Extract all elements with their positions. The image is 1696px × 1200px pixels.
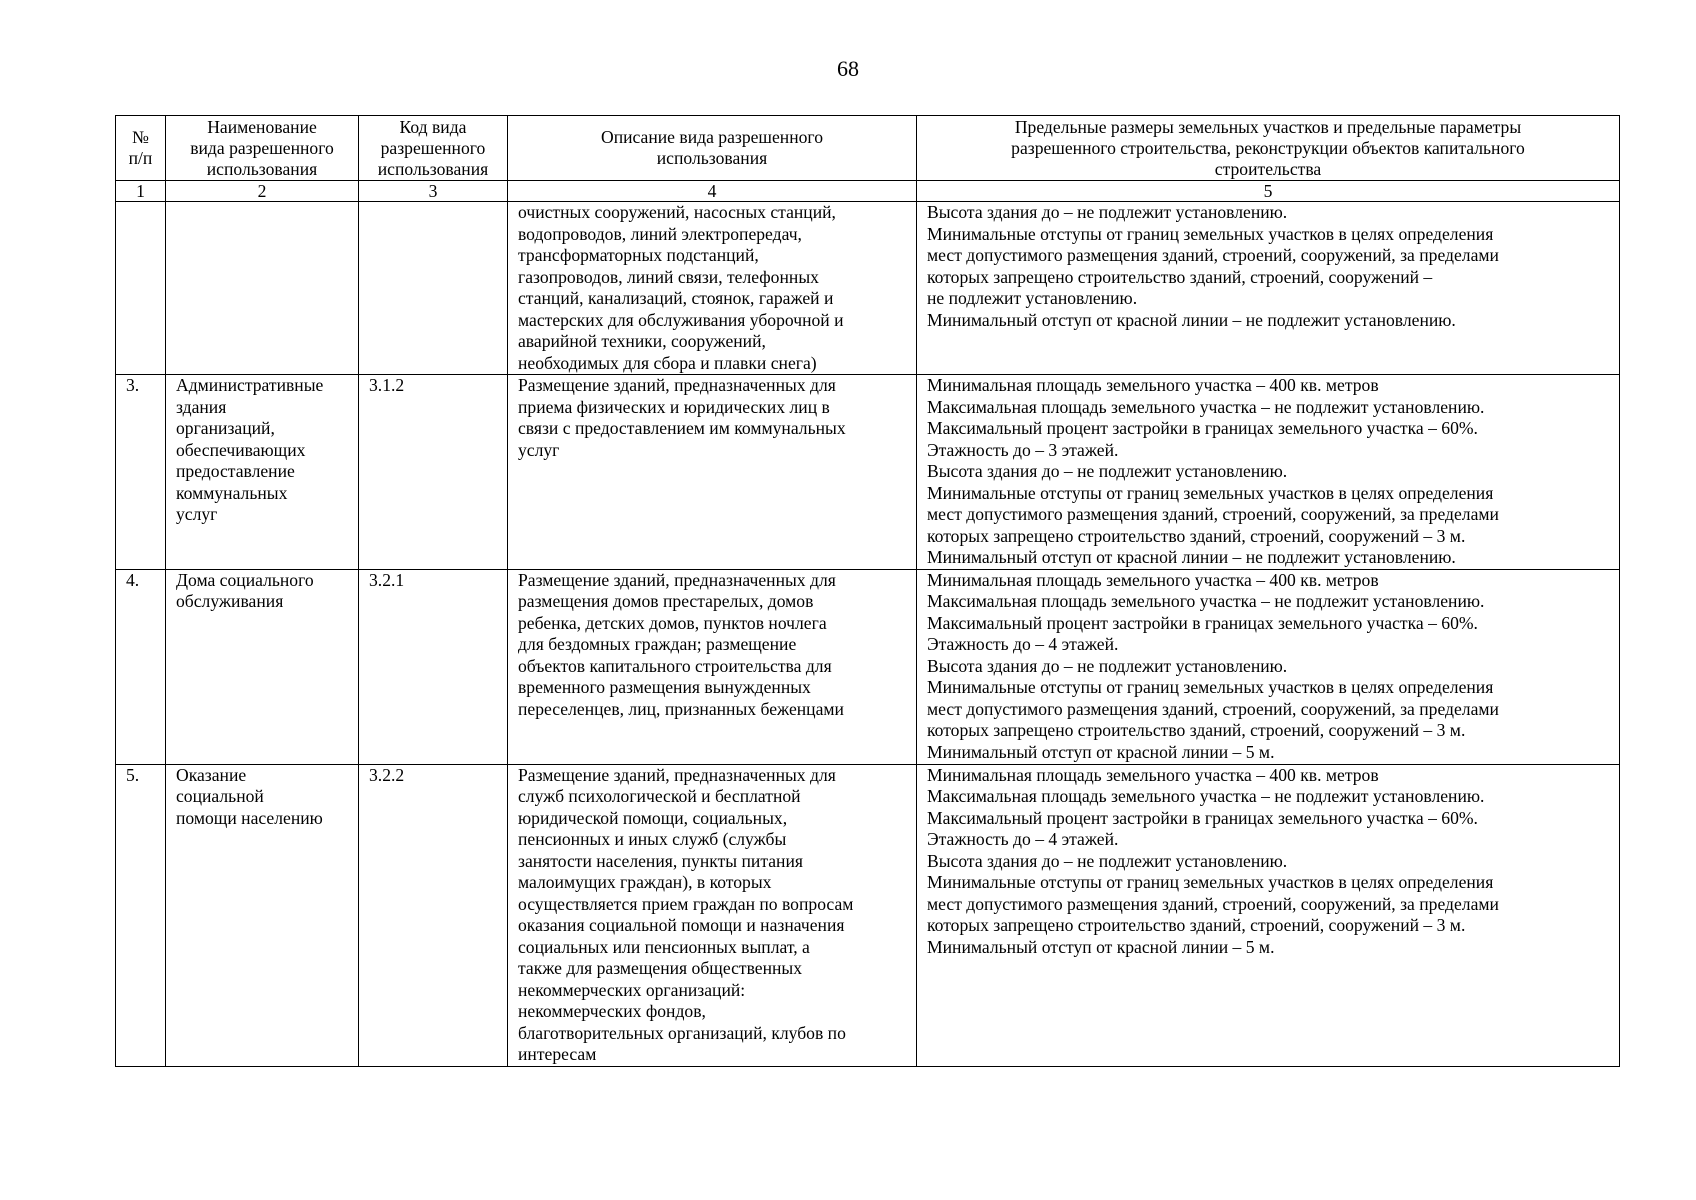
row-number-cell: 4. xyxy=(116,569,166,764)
limits-cell: Минимальная площадь земельного участка – 400 кв. метров Максимальная площадь земельного участка – не подлежит установлению. Максимальный процент застройки в границах земельного участка – 60%. Этажность до – 4 этажей. Высота здания до – не подлежит установлению. Минимальные отступы от границ земельных участков в целях определения мест допустимого размещения зданий, строений, сооружений, за пределами которых запрещено строительство зданий, строений, сооружений – 3 м. Минимальный отступ от красной линии – 5 м. xyxy=(917,569,1620,764)
column-number-row xyxy=(116,181,1620,202)
header-use-name: Наименование вида разрешенного использования xyxy=(166,116,359,181)
table-row xyxy=(116,375,1620,570)
column-number: 4 xyxy=(508,181,917,202)
column-number: 2 xyxy=(166,181,359,202)
column-number: 1 xyxy=(116,181,166,202)
use-code-cell: 3.2.1 xyxy=(359,569,508,764)
table-row xyxy=(116,764,1620,1066)
limits-cell: Минимальная площадь земельного участка – 400 кв. метров Максимальная площадь земельного участка – не подлежит установлению. Максимальный процент застройки в границах земельного участка – 60%. Этажность до – 3 этажей. Высота здания до – не подлежит установлению. Минимальные отступы от границ земельных участков в целях определения мест допустимого размещения зданий, строений, сооружений, за пределами которых запрещено строительство зданий, строений, сооружений – 3 м. Минимальный отступ от красной линии – не подлежит установлению. xyxy=(917,375,1620,570)
use-description-cell: очистных сооружений, насосных станций, водопроводов, линий электропередач, трансформаторных подстанций, газопроводов, линий связи, телефонных станций, канализаций, стоянок, гаражей и мастерских для обслуживания уборочной и аварийной техники, сооружений, необходимых для сбора и плавки снега) xyxy=(508,202,917,375)
page-number: 68 xyxy=(837,56,859,81)
limits-cell: Высота здания до – не подлежит установлению. Минимальные отступы от границ земельных участков в целях определения мест допустимого размещения зданий, строений, сооружений, за пределами которых запрещено строительство зданий, строений, сооружений – не подлежит установлению. Минимальный отступ от красной линии – не подлежит установлению. xyxy=(917,202,1620,375)
header-use-code: Код вида разрешенного использования xyxy=(359,116,508,181)
limits-cell: Минимальная площадь земельного участка – 400 кв. метров Максимальная площадь земельного участка – не подлежит установлению. Максимальный процент застройки в границах земельного участка – 60%. Этажность до – 4 этажей. Высота здания до – не подлежит установлению. Минимальные отступы от границ земельных участков в целях определения мест допустимого размещения зданий, строений, сооружений, за пределами которых запрещено строительство зданий, строений, сооружений – 3 м. Минимальный отступ от красной линии – 5 м. xyxy=(917,764,1620,1066)
header-row-number: № п/п xyxy=(116,116,166,181)
header-use-description: Описание вида разрешенного использования xyxy=(508,116,917,181)
use-description-cell: Размещение зданий, предназначенных для приема физических и юридических лиц в связи с предоставлением им коммунальных услуг xyxy=(508,375,917,570)
row-number-cell: 5. xyxy=(116,764,166,1066)
use-code-cell: 3.1.2 xyxy=(359,375,508,570)
use-description-cell: Размещение зданий, предназначенных для размещения домов престарелых, домов ребенка, детских домов, пунктов ночлега для бездомных граждан; размещение объектов капитального строительства для временного размещения вынужденных переселенцев, лиц, признанных беженцами xyxy=(508,569,917,764)
row-number-cell xyxy=(116,202,166,375)
row-number-cell: 3. xyxy=(116,375,166,570)
table-row xyxy=(116,202,1620,375)
use-name-cell: Дома социального обслуживания xyxy=(166,569,359,764)
use-name-cell xyxy=(166,202,359,375)
column-number: 3 xyxy=(359,181,508,202)
land-use-table xyxy=(115,115,1620,1067)
table-row xyxy=(116,569,1620,764)
use-code-cell xyxy=(359,202,508,375)
use-code-cell: 3.2.2 xyxy=(359,764,508,1066)
use-name-cell: Административные здания организаций, обеспечивающих предоставление коммунальных услуг xyxy=(166,375,359,570)
use-name-cell: Оказание социальной помощи населению xyxy=(166,764,359,1066)
table-header-row xyxy=(116,116,1620,181)
header-limits: Предельные размеры земельных участков и предельные параметры разрешенного строительства, реконструкции объектов капитального строительства xyxy=(917,116,1620,181)
use-description-cell: Размещение зданий, предназначенных для служб психологической и бесплатной юридической помощи, социальных, пенсионных и иных служб (службы занятости населения, пункты питания малоимущих граждан), в которых осуществляется прием граждан по вопросам оказания социальной помощи и назначения социальных или пенсионных выплат, а также для размещения общественных некоммерческих организаций: некоммерческих фондов, благотворительных организаций, клубов по интересам xyxy=(508,764,917,1066)
column-number: 5 xyxy=(917,181,1620,202)
